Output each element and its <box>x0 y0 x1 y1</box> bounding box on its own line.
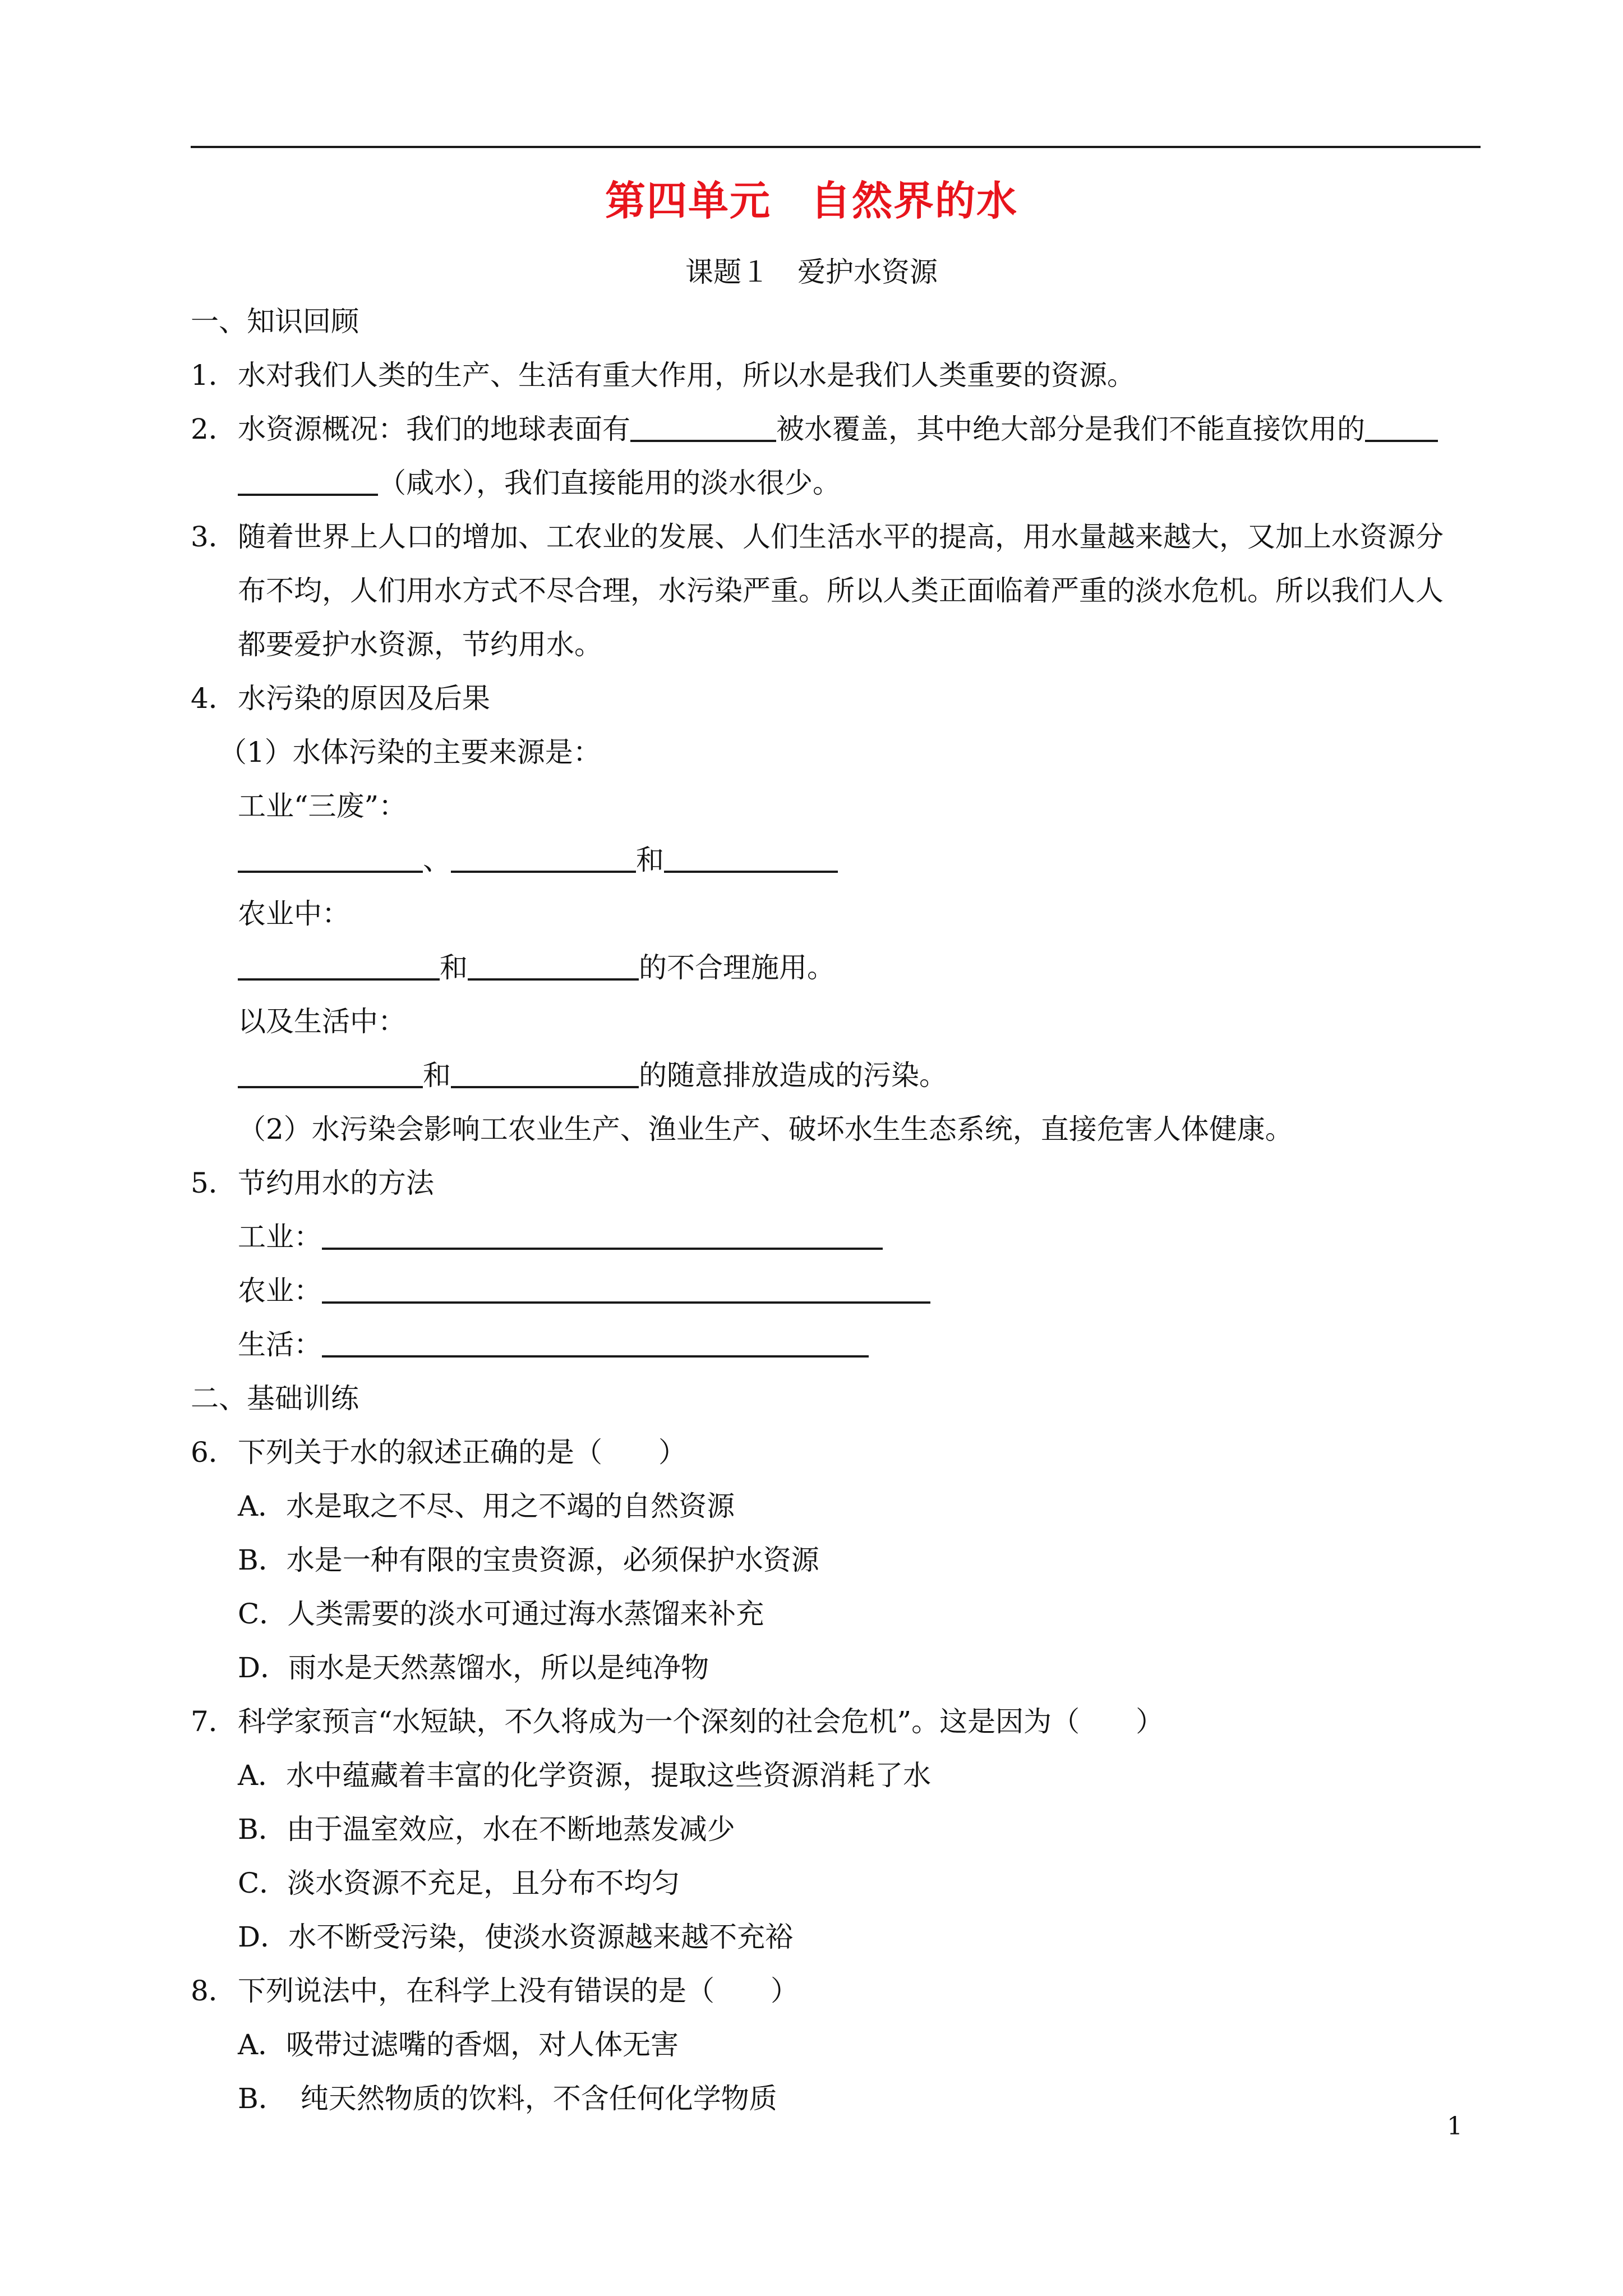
industry-label: 工业“三废”： <box>238 790 407 822</box>
question-text: 节约用水的方法 <box>238 1167 434 1199</box>
question-3-line-2: 布不均，人们用水方式不尽合理，水污染严重。所以人类正面临着严重的淡水危机。所以我们人人 <box>238 574 1444 607</box>
question-number: 4． <box>191 682 237 715</box>
question-text: 科学家预言“水短缺，不久将成为一个深刻的社会危机”。这是因为（ ） <box>238 1705 1164 1738</box>
fill-blank[interactable] <box>664 839 838 873</box>
section-heading: 一、知识回顾 <box>191 305 359 338</box>
question-text: 随着世界上人口的增加、工农业的发展、人们生活水平的提高，用水量越来越大，又加上水资源分 <box>238 521 1444 553</box>
question-number: 6． <box>191 1436 237 1469</box>
fill-blank[interactable] <box>630 408 776 442</box>
life-blanks <box>191 1048 1481 1102</box>
option-b[interactable]: B． 纯天然物质的饮料，不含任何化学物质 <box>238 2082 777 2115</box>
conjunction: 和 <box>423 1059 451 1092</box>
option-c[interactable]: C．淡水资源不充足，且分布不均匀 <box>238 1867 680 1899</box>
worksheet-body <box>191 295 1481 2125</box>
question-7 <box>191 1695 1481 1749</box>
life-label: 以及生活中： <box>238 1005 406 1038</box>
page-number: 1 <box>1447 2112 1463 2141</box>
header-rule <box>191 146 1481 148</box>
question-4-part-2: （2）水污染会影响工农业生产、渔业生产、破坏水生生态系统，直接危害人体健康。 <box>238 1113 1293 1145</box>
fill-blank[interactable] <box>238 1055 423 1088</box>
fill-blank[interactable] <box>322 1270 930 1304</box>
option-b[interactable]: B．水是一种有限的宝贵资源，必须保护水资源 <box>238 1544 819 1576</box>
conjunction: 和 <box>440 951 468 984</box>
separator: 、 <box>423 844 451 876</box>
fill-blank[interactable] <box>238 462 378 496</box>
option-d[interactable]: D．水不断受污染，使淡水资源越来越不充裕 <box>238 1921 794 1953</box>
save-water-life <box>191 1318 1481 1372</box>
question-text: 水对我们人类的生产、生活有重大作用，所以水是我们人类重要的资源。 <box>238 359 1135 392</box>
agriculture-blanks <box>191 941 1481 995</box>
section-heading: 二、基础训练 <box>191 1382 359 1415</box>
question-number: 7． <box>191 1705 237 1738</box>
question-text: （咸水），我们直接能用的淡水很少。 <box>378 467 841 499</box>
question-4-part-1: （1）水体污染的主要来源是： <box>219 736 601 769</box>
question-4 <box>191 671 1481 725</box>
question-text: 的随意排放造成的污染。 <box>639 1059 947 1092</box>
page-title <box>0 168 1623 227</box>
question-text: 的不合理施用。 <box>639 951 835 984</box>
lesson-title <box>0 250 1623 290</box>
question-8 <box>191 1964 1481 2018</box>
fill-blank[interactable] <box>451 839 636 873</box>
fill-blank[interactable] <box>451 1055 639 1088</box>
question-text: 水资源概况：我们的地球表面有 <box>238 413 630 445</box>
lesson-label: 课题１ <box>685 256 769 288</box>
option-b[interactable]: B．由于温室效应，水在不断地蒸发减少 <box>238 1813 735 1846</box>
question-2 <box>191 402 1481 456</box>
save-water-industry <box>191 1210 1481 1264</box>
conjunction: 和 <box>636 844 664 876</box>
question-number: 1． <box>191 359 237 392</box>
fill-blank[interactable] <box>468 947 639 981</box>
fill-blank[interactable] <box>322 1324 869 1358</box>
question-3-line-3: 都要爱护水资源，节约用水。 <box>238 628 602 661</box>
fill-blank[interactable] <box>1365 408 1438 442</box>
save-water-agriculture <box>191 1264 1481 1318</box>
option-d[interactable]: D．雨水是天然蒸馏水，所以是纯净物 <box>238 1651 709 1684</box>
question-5 <box>191 1156 1481 1210</box>
field-label: 农业： <box>238 1274 322 1307</box>
question-text: 下列关于水的叙述正确的是（ ） <box>238 1436 686 1469</box>
question-1 <box>191 348 1481 402</box>
option-a[interactable]: A．水是取之不尽、用之不竭的自然资源 <box>238 1490 735 1522</box>
question-number: 5． <box>191 1167 237 1199</box>
question-2-continued <box>191 456 1481 510</box>
field-label: 生活： <box>238 1328 322 1361</box>
option-c[interactable]: C．人类需要的淡水可通过海水蒸馏来补充 <box>238 1598 764 1630</box>
fill-blank[interactable] <box>322 1216 883 1250</box>
option-a[interactable]: A．吸带过滤嘴的香烟，对人体无害 <box>238 2028 679 2061</box>
unit-title: 自然界的水 <box>810 177 1018 224</box>
question-3 <box>191 510 1481 564</box>
agriculture-label: 农业中： <box>238 898 350 930</box>
field-label: 工业： <box>238 1221 322 1253</box>
fill-blank[interactable] <box>238 839 423 873</box>
unit-label: 第四单元 <box>605 177 771 224</box>
question-number: 3． <box>191 521 237 553</box>
question-6 <box>191 1425 1481 1479</box>
question-text: 被水覆盖，其中绝大部分是我们不能直接饮用的 <box>776 413 1365 445</box>
question-text: 水污染的原因及后果 <box>238 682 490 715</box>
fill-blank[interactable] <box>238 947 440 981</box>
question-number: 8． <box>191 1975 237 2007</box>
industry-blanks <box>191 833 1481 887</box>
option-a[interactable]: A．水中蕴藏着丰富的化学资源，提取这些资源消耗了水 <box>238 1759 932 1792</box>
lesson-name: 爱护水资源 <box>797 256 938 288</box>
question-text: 下列说法中，在科学上没有错误的是（ ） <box>238 1975 799 2007</box>
question-number: 2． <box>191 413 237 445</box>
